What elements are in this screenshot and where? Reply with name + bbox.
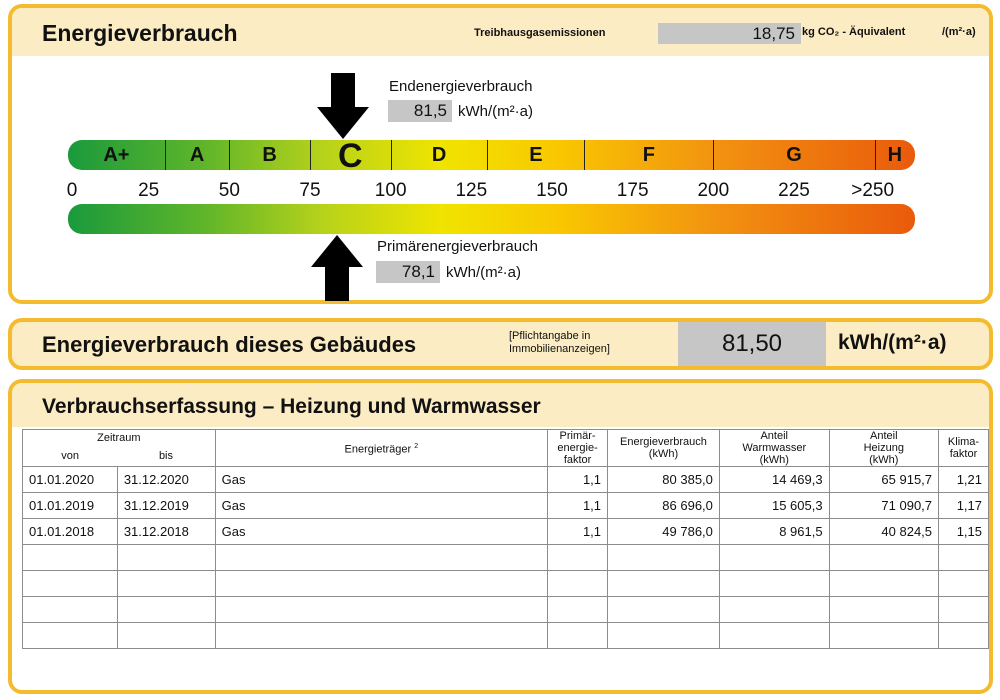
table-cell [829,623,938,649]
table-cell [548,545,608,571]
scale-tick-label: 125 [455,180,488,201]
footnote-marker: 2 [414,442,419,450]
building-value: 81,50 [678,322,826,366]
building-unit: kWh/(m²·a) [838,331,947,354]
endenergie-label: Endenergieverbrauch [389,78,533,95]
table-cell [829,545,938,571]
scale-tick-label: 175 [616,180,649,201]
consumption-table [22,429,989,649]
table-cell: 71 090,7 [829,493,938,519]
energy-class-b: B [262,144,277,166]
header-klima-line2: faktor [949,448,978,460]
primaerenergie-arrow-icon [309,235,365,303]
table-cell [939,597,989,623]
scale-tick-label: >250 [851,180,895,201]
table-cell [608,545,720,571]
header-energieverbrauch [608,430,720,467]
primaerenergie-label: Primärenergieverbrauch [377,238,538,255]
note-line-2: Immobilienanzeigen] [509,343,610,355]
table-row [23,571,989,597]
table-row [23,597,989,623]
table-cell [719,597,829,623]
scale-tick-label: 150 [536,180,568,201]
header-energietraeger-text: Energieträger [344,443,412,456]
energy-scale-panel [8,4,993,304]
table-cell: 1,1 [548,467,608,493]
class-divider [875,140,876,170]
header-primaer-line3: faktor [563,454,592,466]
table-cell [117,545,215,571]
header-anteil-warmwasser [719,430,829,467]
table-body [23,467,989,649]
table-cell: Gas [215,493,547,519]
header-bis: bis [117,447,215,467]
table-cell: Gas [215,467,547,493]
table-cell: 31.12.2020 [117,467,215,493]
table-cell: 14 469,3 [719,467,829,493]
energy-gradient-bar [68,204,915,234]
table-cell: 1,1 [548,493,608,519]
scale-tick-label: 50 [218,180,240,201]
header-hz-line3: (kWh) [869,454,899,466]
energy-class-g: G [786,144,802,166]
header-hz-line2: Heizung [863,442,904,454]
table-cell [939,623,989,649]
table-cell: 65 915,7 [829,467,938,493]
table-cell [23,597,118,623]
table-cell [829,571,938,597]
table-cell [939,545,989,571]
header-von: von [23,447,118,467]
table-cell [215,571,547,597]
endenergie-value: 81,5 [388,100,452,122]
energy-class-c: C [338,137,363,175]
ghg-value: 18,75 [658,23,801,44]
table-cell [608,571,720,597]
energy-class-e: E [529,144,543,166]
building-title: Energieverbrauch dieses Gebäudes [42,332,417,357]
energy-class-f: F [642,144,655,166]
table-cell [117,571,215,597]
scale-tick-label: 200 [697,180,730,201]
endenergie-unit: kWh/(m²·a) [458,103,533,120]
note-line-1: [Pflichtangabe in [509,330,591,342]
table-cell: 49 786,0 [608,519,720,545]
table-cell: 8 961,5 [719,519,829,545]
header-anteil-heizung [829,430,938,467]
table-cell [215,545,547,571]
table-cell [548,571,608,597]
table-row [23,493,989,519]
table-cell [23,545,118,571]
energy-class-aplus: A+ [103,144,130,166]
scale-tick-label: 100 [374,180,407,201]
page-title: Energieverbrauch [42,20,238,46]
table-cell: 31.12.2018 [117,519,215,545]
mandatory-note [509,330,610,356]
ghg-label: Treibhausgasemissionen [474,27,606,39]
table-cell: 01.01.2019 [23,493,118,519]
header-verbrauch-line2: (kWh) [648,448,679,460]
table-row [23,467,989,493]
table-cell: 31.12.2019 [117,493,215,519]
table-row [23,519,989,545]
header-primaerenergiefaktor [548,430,608,467]
consumption-record-panel [8,379,993,694]
table-cell [23,623,118,649]
table-cell: 01.01.2018 [23,519,118,545]
table-cell [719,571,829,597]
table-cell: 80 385,0 [608,467,720,493]
ghg-per-unit: /(m²·a) [942,26,976,38]
table-cell: 1,17 [939,493,989,519]
table-cell: 40 824,5 [829,519,938,545]
header-primaer-line2: energie- [557,442,598,454]
scale-tick-label: 225 [778,180,810,201]
ghg-unit: kg CO₂ - Äquivalent [802,26,906,38]
table-cell: 15 605,3 [719,493,829,519]
scale-tick-label: 25 [138,180,160,201]
header-klimafaktor [939,430,989,467]
class-divider [584,140,585,170]
scale-tick-label: 75 [299,180,321,201]
energy-class-h: H [887,144,903,166]
table-cell: 01.01.2020 [23,467,118,493]
primaerenergie-value: 78,1 [376,261,440,283]
class-divider [165,140,166,170]
header-ww-line3: (kWh) [759,454,789,466]
table-row [23,545,989,571]
table-cell: 1,1 [548,519,608,545]
table-cell: Gas [215,519,547,545]
class-divider [713,140,714,170]
class-divider [487,140,488,170]
table-cell [548,623,608,649]
table-cell: 1,21 [939,467,989,493]
class-divider [310,140,311,170]
table-cell [117,597,215,623]
table-cell [117,623,215,649]
header-klima-line1: Klima- [947,436,980,448]
table-cell [829,597,938,623]
primaerenergie-unit: kWh/(m²·a) [446,264,521,281]
energy-class-d: D [431,144,447,166]
table-cell [719,623,829,649]
header-hz-line1: Anteil [870,430,898,442]
energy-class-scale [68,137,915,175]
building-consumption-panel [8,318,993,370]
table-cell [23,571,118,597]
header-ww-line2: Warmwasser [742,442,807,454]
class-divider [391,140,392,170]
table-title: Verbrauchserfassung – Heizung und Warmwasser [42,395,541,418]
scale-tick-label: 0 [66,180,78,201]
table-cell: 1,15 [939,519,989,545]
header-primaer-line1: Primär- [559,430,596,442]
table-cell [608,623,720,649]
header-verbrauch-line1: Energieverbrauch [620,436,707,448]
class-divider [229,140,230,170]
table-cell [215,597,547,623]
header-zeitraum: Zeitraum [23,430,216,447]
table-cell: 86 696,0 [608,493,720,519]
header-ww-line1: Anteil [760,430,788,442]
table-row [23,623,989,649]
endenergie-arrow-icon [315,73,371,141]
energy-class-a: A [189,144,205,166]
table-cell [548,597,608,623]
table-cell [939,571,989,597]
table-cell [719,545,829,571]
header-energietraeger [215,430,547,467]
table-cell [215,623,547,649]
table-cell [608,597,720,623]
